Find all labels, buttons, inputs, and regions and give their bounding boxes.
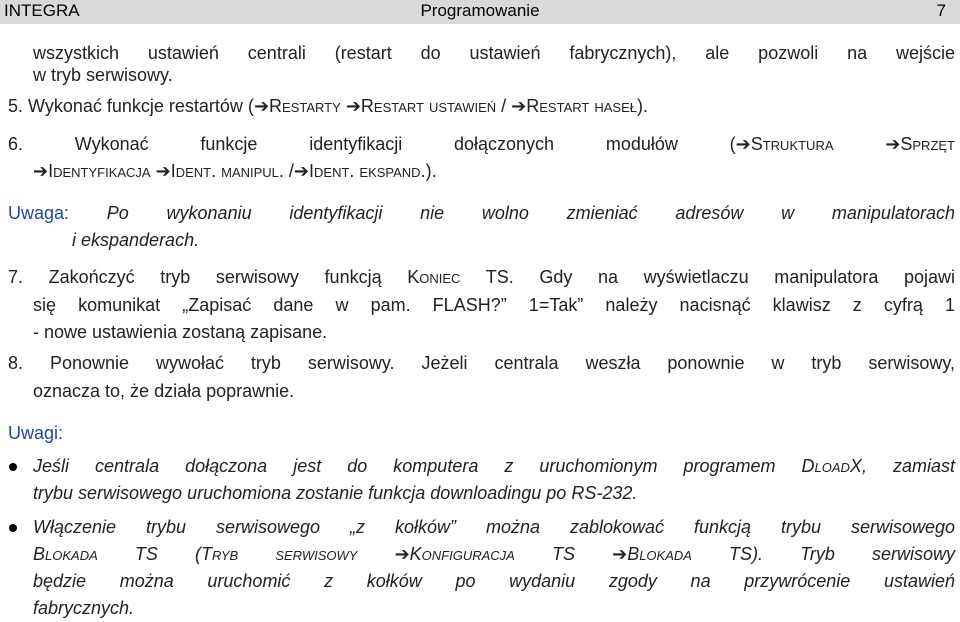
note-warning: Uwaga: Po wykonaniu identyfikacji nie wolno zmieniać adresów w manipulatorach [8,203,955,223]
menu-path: Blokada TS [627,544,753,564]
step-6-cont: ➔Identyfikacja ➔Ident. manipul. /➔Ident. ekspand.). [33,161,437,182]
note-item: Włączenie trybu serwisowego „z kołków” można zablokować funkcją trybu serwisowego [33,517,955,537]
arrow-icon: ➔ [33,161,49,182]
step-7-line2: się komunikat „Zapisać dane w pam. FLASH?” 1=Tak” należy nacisnąć klawisz z cyfrą 1 [33,295,955,315]
note-item-cont: trybu serwisowego uruchomiona zostanie funkcja downloadingu po RS-232. [33,483,638,503]
menu-path: Restart haseł [526,96,637,116]
menu-path: Struktura [750,134,834,154]
menu-path: Koniec TS [407,267,509,287]
arrow-icon: ➔ [735,134,751,155]
arrow-icon: ➔ [345,96,361,117]
note-item-cont: fabrycznych. [33,598,135,618]
bullet-icon [9,524,17,532]
step-6: 6. Wykonać funkcje identyfikacji dołączonych modułów (➔Struktura ➔Sprzęt [8,134,955,155]
program-name: DloadX [801,456,862,476]
menu-path: Blokada TS [33,544,158,564]
arrow-icon: ➔ [155,161,171,182]
step-8-line2: oznacza to, że działa poprawnie. [33,381,295,401]
arrow-icon: ➔ [511,96,527,117]
menu-path: Tryb serwisowy [200,544,358,564]
arrow-icon: ➔ [885,134,901,155]
menu-path: Identyfikacja [48,161,151,181]
menu-path: Restarty [269,96,341,116]
note-label: Uwaga: [8,203,70,223]
note-item-cont: Blokada TS (Tryb serwisowy ➔Konfiguracja TS ➔Blokada TS). Tryb serwisowy [33,544,955,565]
menu-path: Ident. ekspand. [309,161,426,181]
header-section: Programowanie [420,1,540,20]
menu-path: Konfiguracja TS [409,544,575,564]
step-7: 7. Zakończyć tryb serwisowy funkcją Koniec TS. Gdy na wyświetlaczu manipulatora pojawi [8,267,955,287]
arrow-icon: ➔ [612,544,628,565]
arrow-icon: ➔ [253,96,270,117]
step-5: 5. Wykonać funkcje restartów (➔Restarty ➔Restart ustawień / ➔Restart haseł). [8,96,648,117]
para-line: w tryb serwisowy. [33,65,173,85]
page-number: 7 [936,1,946,20]
arrow-icon: ➔ [293,161,310,182]
page-header [0,0,960,24]
menu-path: Sprzęt [900,134,955,154]
step-8: 8. Ponownie wywołać tryb serwisowy. Jeżeli centrala weszła ponownie w tryb serwisowy, [8,353,955,373]
menu-path: Ident. manipul. [170,161,284,181]
para-line: wszystkich ustawień centrali (restart do ustawień fabrycznych), ale pozwoli na wejście [33,43,955,63]
notes-title: Uwagi: [8,423,64,443]
menu-path: Restart ustawień [360,96,497,116]
note-item: Jeśli centrala dołączona jest do komputera z uruchomionym programem DloadX, zamiast [33,456,955,476]
header-product: INTEGRA [4,1,80,20]
step-7-line3: - nowe ustawienia zostaną zapisane. [33,322,328,342]
bullet-icon [9,463,17,471]
note-warning-cont: i ekspanderach. [72,230,200,250]
arrow-icon: ➔ [394,544,410,565]
note-item-cont: będzie można uruchomić z kołków po wydaniu zgody na przywrócenie ustawień [33,571,955,591]
